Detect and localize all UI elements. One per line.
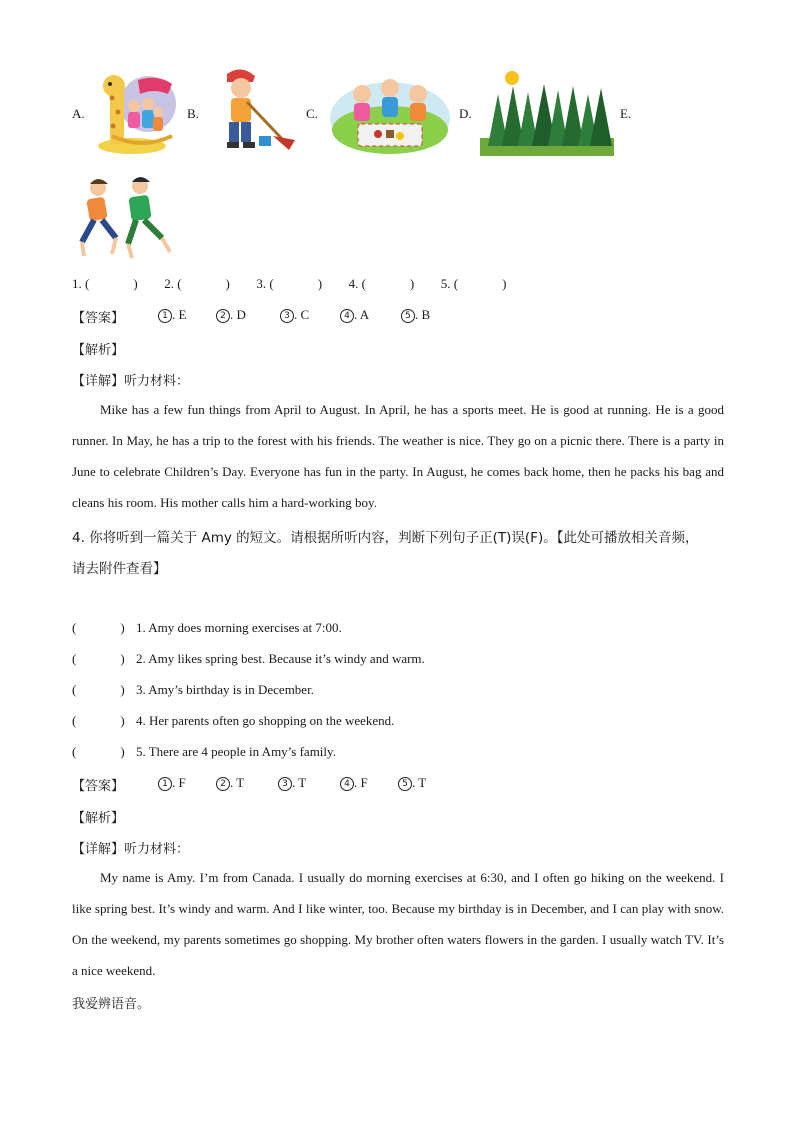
q4-statement-row: ( ) 4. Her parents often go shopping on the weekend. bbox=[72, 713, 395, 728]
q4-tf-blank-2[interactable]: ( bbox=[72, 651, 77, 666]
q4-statement-row: ( ) 2. Amy likes spring best. Because it’s windy and warm. bbox=[72, 651, 425, 666]
option-letter-e: E. bbox=[620, 106, 632, 121]
q4-instruction-line2: 请去附件查看】 bbox=[72, 561, 167, 577]
children-picnic-picture bbox=[328, 68, 452, 156]
q4-analysis-label: 【解析】 bbox=[72, 811, 125, 826]
q4-transcript: My name is Amy. I’m from Canada. I usually do morning exercises at 6:30, and I often go hiking on the weekend. I like spring best. It’s windy and warm. And I like winter, too. Because my birthday is in December, and I can play with snow. On the weekend, my parents sometimes go shopping. My brother often waters flowers in the garden. I usually watch TV. It’s a nice weekend. bbox=[72, 870, 724, 978]
q3-answer-5: 5 . B bbox=[401, 307, 430, 323]
q4-tf-blank-4[interactable]: ( bbox=[72, 713, 77, 728]
q3-blank-4[interactable]: 4. ( bbox=[348, 276, 366, 291]
children-running-picture bbox=[72, 176, 180, 262]
q4-statement-row: ( ) 5. There are 4 people in Amy’s family. bbox=[72, 744, 336, 759]
option-letter-a: A. bbox=[72, 106, 85, 121]
q4-statement-4: 4. Her parents often go shopping on the weekend. bbox=[135, 713, 395, 728]
q3-blank-5[interactable]: 5. ( bbox=[440, 276, 459, 291]
q3-analysis-label: 【解析】 bbox=[72, 343, 125, 358]
amusement-park-giraffe-picture bbox=[92, 66, 184, 158]
q4-statement-1: 1. Amy does morning exercises at 7:00. bbox=[135, 620, 342, 635]
q3-answer-3: 3 . C bbox=[280, 307, 309, 323]
q3-answer-1: 1 . E bbox=[158, 307, 186, 323]
q4-statement-3: 3. Amy’s birthday is in December. bbox=[135, 682, 314, 697]
q4-tf-blank-5[interactable]: ( bbox=[72, 744, 77, 759]
q4-answer-5: 5 . T bbox=[398, 775, 426, 791]
q4-statement-row: ( ) 3. Amy’s birthday is in December. bbox=[72, 682, 314, 697]
q4-statement-5: 5. There are 4 people in Amy’s family. bbox=[135, 744, 336, 759]
q4-answer-2: 2 . T bbox=[216, 775, 244, 791]
q3-answer-2: 2 . D bbox=[216, 307, 246, 323]
q3-answer-4: 4 . A bbox=[340, 307, 369, 323]
q4-instruction-line1: 4. 你将听到一篇关于 Amy 的短文。请根据所听内容，判断下列句子正(T)误(F)。【此处可播放相关音频， bbox=[72, 530, 699, 546]
q3-blank-row: 1. ( ) 2. ( ) 3. ( ) 4. ( ) 5. ( ) bbox=[72, 276, 507, 291]
q4-answer-label: 【答案】 bbox=[72, 779, 125, 794]
forest-trees-picture bbox=[480, 66, 614, 156]
q4-statement-2: 2. Amy likes spring best. Because it’s windy and warm. bbox=[135, 651, 425, 666]
q3-blank-3[interactable]: 3. ( bbox=[256, 276, 274, 291]
boy-raking-leaves-picture bbox=[207, 66, 299, 156]
q4-statement-row: ( ) 1. Amy does morning exercises at 7:00. bbox=[72, 620, 342, 635]
q4-answer-1: 1 . F bbox=[158, 775, 186, 791]
q3-transcript: Mike has a few fun things from April to August. In April, he has a sports meet. He is good at running. He is a good runner. In May, he has a trip to the forest with his friends. The weather is nice. They go on a picnic there. There is a party in June to celebrate Children’s Day. Everyone has fun in the party. In August, he comes back home, then he packs his bag and cleans his room. His mother calls him a hard-working boy. bbox=[72, 402, 724, 510]
section-footer: 我爱辨语音。 bbox=[72, 997, 151, 1012]
q4-answer-3: 3 . T bbox=[278, 775, 306, 791]
option-letter-d: D. bbox=[459, 106, 472, 121]
q4-answer-4: 4 . F bbox=[340, 775, 368, 791]
q3-answer-label: 【答案】 bbox=[72, 311, 125, 326]
option-letter-b: B. bbox=[187, 106, 199, 121]
q3-detail-label: 【详解】听力材料： bbox=[72, 374, 190, 389]
option-letter-c: C. bbox=[306, 106, 318, 121]
q4-tf-blank-1[interactable]: ( bbox=[72, 620, 77, 635]
q4-detail-label: 【详解】听力材料： bbox=[72, 842, 190, 857]
q3-blank-2[interactable]: 2. ( bbox=[164, 276, 182, 291]
q4-tf-blank-3[interactable]: ( bbox=[72, 682, 77, 697]
q3-blank-1[interactable]: 1. ( bbox=[72, 276, 90, 291]
